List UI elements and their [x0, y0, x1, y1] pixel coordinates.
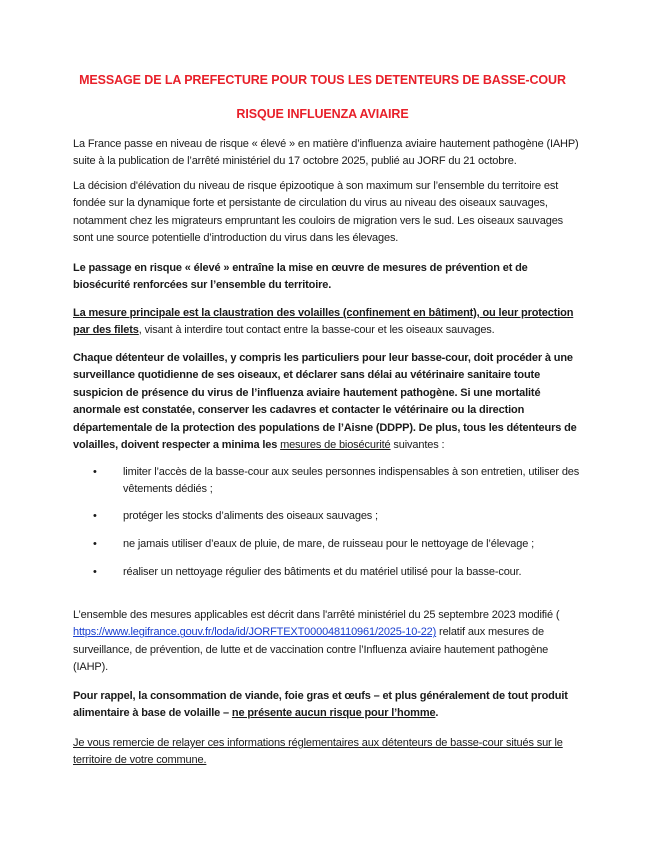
obligations-text: Chaque détenteur de volailles, y compris les particuliers pour leur basse-cour, doit procéder à une surveillance quotidienne de ses oiseaux, et déclarer sans délai au vétérinaire sanitaire toute suspicion de présence du virus de l’influenza aviaire hautement pathogène. Si une mortalité anormale est constatée, conserver les cadavres et contacter le vétérinaire ou la direction départementale de la protection des populations de l’Aisne (DDPP). De plus, tous les détenteurs de volailles, doivent respecter a minima les — [73, 352, 577, 452]
list-item-text: limiter l’accès de la basse-cour aux seules personnes indispensables à son entretien, utiliser des vêtements dédiés ; — [123, 466, 580, 496]
bullet-icon: • — [93, 466, 97, 478]
bullet-icon: • — [93, 509, 97, 522]
list-item — [73, 508, 581, 525]
legifrance-link[interactable]: https://www.legifrance.gouv.fr/loda/id/JORFTEXT000048110961/2025-10-22) — [73, 626, 437, 639]
list-item — [73, 464, 581, 499]
bullet-icon: • — [93, 538, 97, 551]
paragraph-main-measure — [73, 305, 581, 340]
reminder-end: . — [435, 707, 439, 720]
biosecurity-list — [73, 464, 581, 581]
regulation-text-end: relatif aux mesures de surveillance, de prévention, de lutte et de vaccination contre l’Influenza aviaire hautement pathogène (IAHP). — [73, 626, 549, 674]
regulation-text: L’ensemble des mesures applicables est décrit dans l'arrêté ministériel du 25 septembre 2023 modifié ( — [73, 609, 560, 621]
list-item-text: protéger les stocks d’aliments des oiseaux sauvages ; — [123, 509, 378, 522]
document-subtitle: RISQUE INFLUENZA AVIAIRE — [236, 107, 409, 121]
paragraph-risk-level: La France passe en niveau de risque « élevé » en matière d’influenza aviaire hautement pathogène (IAHP) suite à la publication de l’arrêté ministériel du 17 octobre 2025, publié au JORF du 21 octobre. — [73, 138, 579, 168]
main-measure-rest: , visant à interdire tout contact entre la basse-cour et les oiseaux sauvages. — [138, 324, 495, 337]
paragraph-regulation — [73, 607, 581, 677]
list-item-text: ne jamais utiliser d’eaux de pluie, de mare, de ruisseau pour le nettoyage de l’élevage ; — [123, 538, 535, 551]
document-title: MESSAGE DE LA PREFECTURE POUR TOUS LES DETENTEURS DE BASSE-COUR — [79, 73, 566, 87]
paragraph-obligations — [73, 350, 581, 454]
list-item — [73, 536, 581, 553]
main-measure-emphasis: La mesure principale est la claustration des volailles (confinement en bâtiment), ou leur protection par des filets — [73, 307, 574, 337]
no-risk-statement: ne présente aucun risque pour l’homme — [231, 707, 436, 720]
paragraph-reminder — [73, 688, 581, 723]
biosecurity-measures-label: mesures de biosécurité — [280, 439, 391, 452]
paragraph-closing: Je vous remercie de relayer ces informations réglementaires aux détenteurs de basse-cour situés sur le territoire de votre commune. — [73, 737, 563, 767]
obligations-end: suivantes : — [390, 439, 445, 452]
paragraph-measures: Le passage en risque « élevé » entraîne la mise en œuvre de mesures de prévention et de biosécurité renforcées sur l’ensemble du territoire. — [73, 262, 528, 292]
reminder-text: Pour rappel, la consommation de viande, foie gras et œufs – et plus généralement de tout produit alimentaire à base de volaille – — [73, 690, 568, 720]
bullet-icon: • — [93, 565, 97, 578]
list-item — [73, 564, 581, 581]
list-item-text: réaliser un nettoyage régulier des bâtiments et du matériel utilisé pour la basse-cour. — [123, 565, 522, 578]
paragraph-decision: La décision d'élévation du niveau de risque épizootique à son maximum sur l’ensemble du territoire est fondée sur la dynamique forte et persistante de circulation du virus au niveau des oiseaux sauvages, notamment chez les migrateurs empruntant les couloirs de migration vers le sud. Les oiseaux sauvages sont une source potentielle d’introduction du virus dans les élevages. — [73, 180, 564, 245]
